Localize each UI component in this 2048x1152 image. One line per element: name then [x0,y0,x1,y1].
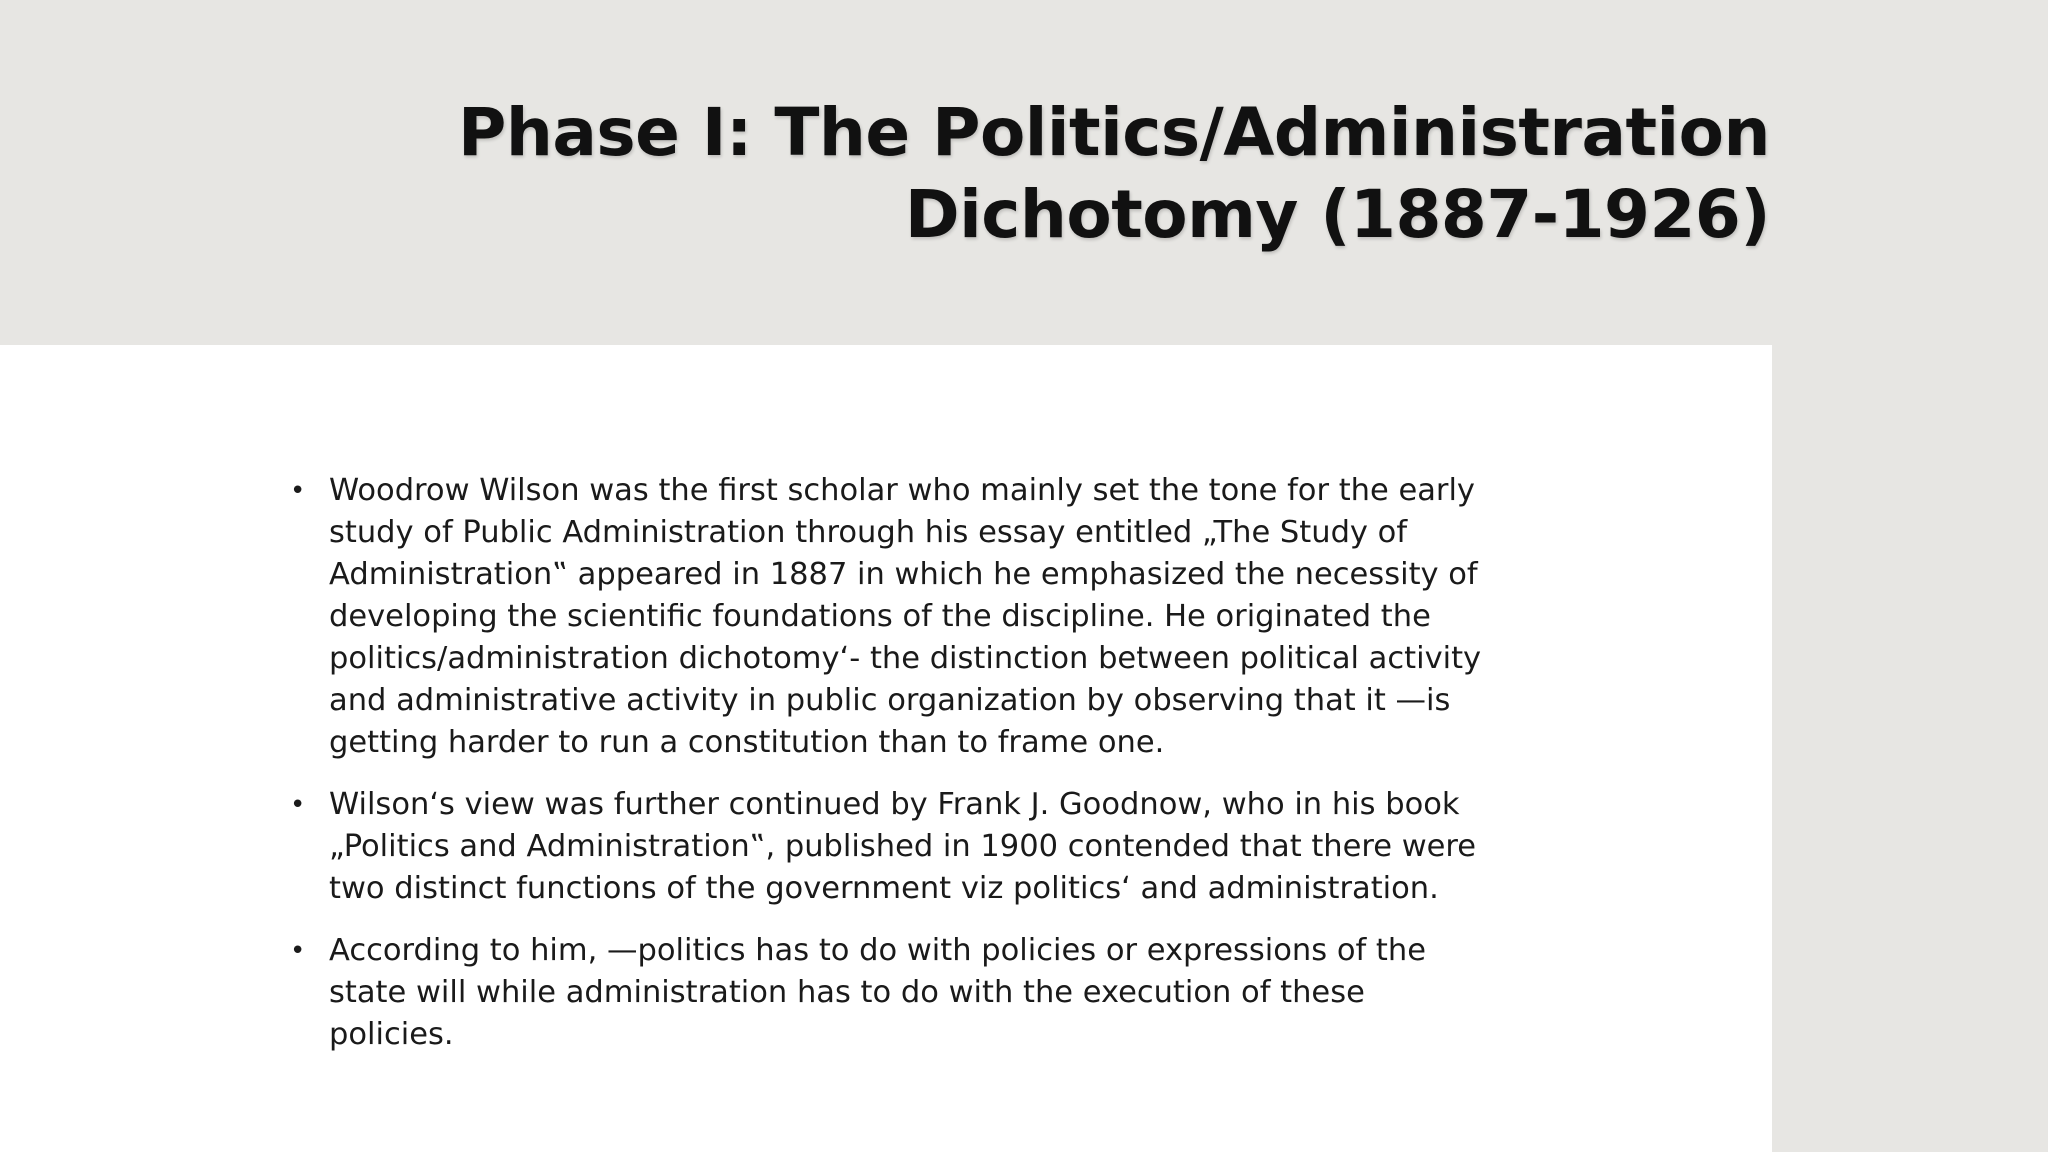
content-panel [0,345,1772,1152]
bullet-text: According to him, —politics has to do with policies or expressions of the state will while administration has to do with the execution of these policies. [329,933,1426,1052]
bullet-marker: • [290,790,306,820]
slide-title-line-2: Dichotomy (1887-1926) [904,176,1770,253]
slide-title-line-1: Phase I: The Politics/Administration [458,94,1770,171]
slide-title [370,92,1770,256]
bullet-list [288,470,1488,1076]
bullet-text: Woodrow Wilson was the first scholar who mainly set the tone for the early study of Public Administration through his essay entitled „The Study of Administration‟ appeared in 1887 in which he emphasized the necessity of developing the scientific foundations of the discipline. He originated the politics/administration dichotomy‘- the distinction between political activity and administrative activity in public organization by observing that it —is getting harder to run a constitution than to frame one. [329,473,1482,760]
bullet-marker: • [290,476,306,506]
bullet-item-wilson [288,470,1488,764]
bullet-item-politics-definition [288,930,1488,1056]
bullet-item-goodnow [288,784,1488,910]
bullet-text: Wilson‘s view was further continued by Frank J. Goodnow, who in his book „Politics and Administration‟, published in 1900 contended that there were two distinct functions of the government viz politics‘ and administration. [329,787,1477,906]
bullet-marker: • [290,936,306,966]
